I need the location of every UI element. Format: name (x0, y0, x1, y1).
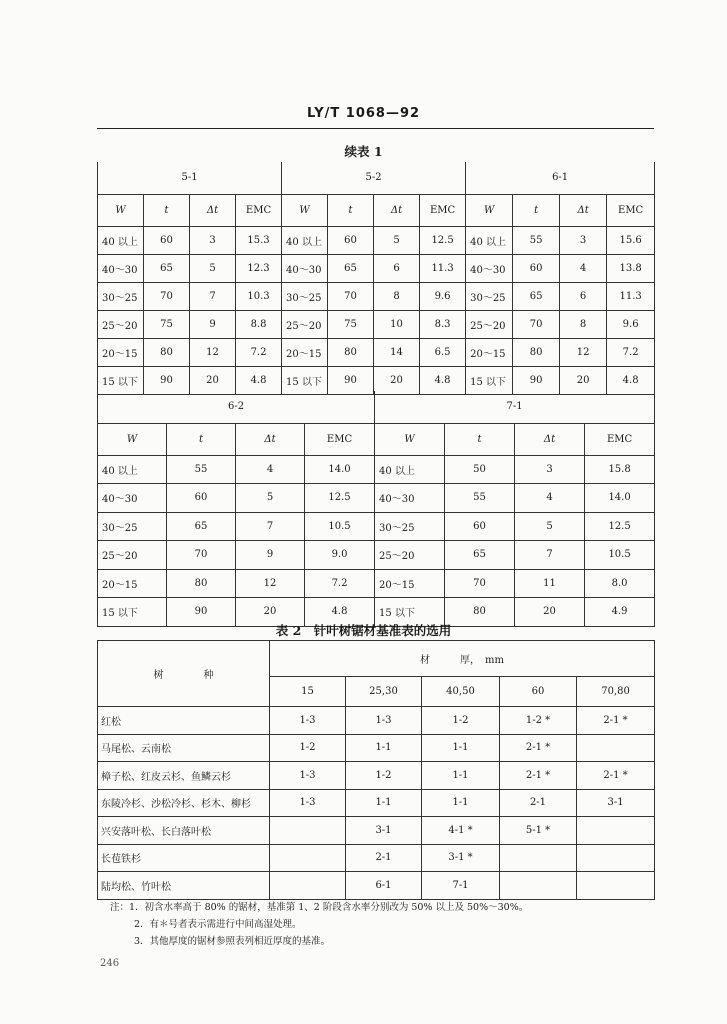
schedule-cell (500, 872, 577, 900)
table-cell: 14 (374, 338, 420, 366)
species-cell: 红松 (98, 707, 270, 735)
table-cell: 14.0 (585, 484, 655, 513)
table-row (98, 338, 655, 366)
column-header: Δt (190, 194, 236, 226)
moisture-range-cell: 40～30 (282, 254, 328, 282)
moisture-range-cell: 40～30 (98, 484, 167, 513)
schedule-cell: 2-1 * (577, 707, 655, 735)
species-header: 树 种 (98, 641, 270, 707)
table-cell: 6 (560, 282, 607, 310)
schedule-cell: 1-2 (422, 707, 500, 735)
moisture-range-cell: 15 以下 (375, 598, 445, 627)
schedule-cell: 5-1 * (500, 817, 577, 845)
table-cell: 12.3 (236, 254, 282, 282)
table-cell: 15.6 (607, 226, 655, 254)
table-cell: 70 (144, 282, 190, 310)
schedule-cell (577, 844, 655, 872)
schedule-cell (270, 872, 346, 900)
table1-lower (97, 391, 655, 627)
column-header: W (466, 194, 513, 226)
table-cell: 8 (374, 282, 420, 310)
table-cell: 10 (374, 310, 420, 338)
table-cell: 4.8 (236, 366, 282, 394)
column-header: t (167, 423, 236, 455)
table-row (98, 226, 655, 254)
moisture-range-cell: 30～25 (466, 282, 513, 310)
note-1: 注：1．初含水率高于 80% 的锯材，基准第 1、2 阶段含水率分别改为 50% 以上及 50%～30%。 (110, 902, 529, 913)
schedule-cell: 6-1 (346, 872, 422, 900)
table-cell: 80 (144, 338, 190, 366)
table-cell: 6.5 (420, 338, 466, 366)
table-cell: 10.5 (305, 512, 375, 541)
species-cell: 兴安落叶松、长白落叶松 (98, 817, 270, 845)
table-cell: 70 (167, 541, 236, 570)
table-cell: 9.0 (305, 541, 375, 570)
table-row (98, 569, 655, 598)
schedule-cell: 3-1 (346, 817, 422, 845)
schedule-cell: 1-3 (346, 707, 422, 735)
column-header: W (98, 423, 167, 455)
table-cell: 55 (445, 484, 515, 513)
moisture-range-cell: 40 以上 (98, 455, 167, 484)
moisture-range-cell: 15 以下 (98, 598, 167, 627)
table-cell: 80 (445, 598, 515, 627)
moisture-range-cell: 15 以下 (466, 366, 513, 394)
table-cell: 65 (445, 541, 515, 570)
table-cell: 5 (190, 254, 236, 282)
column-header: W (375, 423, 445, 455)
moisture-range-cell: 25～20 (375, 541, 445, 570)
moisture-range-cell: 25～20 (98, 310, 144, 338)
table-cell: 8.3 (420, 310, 466, 338)
table-cell: 7 (190, 282, 236, 310)
table-cell: 9.6 (607, 310, 655, 338)
table-row (98, 282, 655, 310)
moisture-range-cell: 25～20 (98, 541, 167, 570)
table-cell: 14.0 (305, 455, 375, 484)
table-cell: 4 (236, 455, 305, 484)
table-cell: 90 (167, 598, 236, 627)
table-cell: 90 (513, 366, 560, 394)
schedule-cell: 2-1 (500, 789, 577, 817)
table-cell: 5 (236, 484, 305, 513)
table-cell: 6 (374, 254, 420, 282)
moisture-range-cell: 40 以上 (466, 226, 513, 254)
table-cell: 12.5 (420, 226, 466, 254)
table-cell: 20 (374, 366, 420, 394)
moisture-range-cell: 40 以上 (282, 226, 328, 254)
table-row (98, 734, 655, 762)
thickness-column-header: 40,50 (422, 677, 500, 707)
column-header: Δt (560, 194, 607, 226)
table1-continued-title: 续表 1 (344, 144, 383, 159)
column-header: EMC (236, 194, 282, 226)
table-row (98, 254, 655, 282)
column-header: Δt (515, 423, 585, 455)
moisture-range-cell: 15 以下 (98, 366, 144, 394)
table-cell: 12 (236, 569, 305, 598)
schedule-cell (577, 734, 655, 762)
table-row (98, 762, 655, 790)
moisture-range-cell: 20～15 (98, 569, 167, 598)
table-cell: 13.8 (607, 254, 655, 282)
table-cell: 60 (144, 226, 190, 254)
group-header: 7-1 (375, 391, 655, 423)
schedule-cell (270, 817, 346, 845)
species-cell: 樟子松、红皮云杉、鱼鳞云杉 (98, 762, 270, 790)
table-cell: 15.3 (236, 226, 282, 254)
moisture-range-cell: 25～20 (282, 310, 328, 338)
schedule-cell: 1-3 (270, 707, 346, 735)
moisture-range-cell: 20～15 (375, 569, 445, 598)
table-row (98, 789, 655, 817)
table-row (98, 484, 655, 513)
table-row (98, 844, 655, 872)
schedule-cell: 2-1 * (577, 762, 655, 790)
table-cell: 55 (513, 226, 560, 254)
schedule-cell: 1-3 (270, 789, 346, 817)
table-cell: 11.3 (420, 254, 466, 282)
table-cell: 60 (445, 512, 515, 541)
group-header: 6-2 (98, 391, 375, 423)
note-3: 3．其他厚度的锯材参照表列相近厚度的基准。 (134, 936, 331, 947)
column-header: EMC (585, 423, 655, 455)
column-header: EMC (607, 194, 655, 226)
table2 (97, 640, 655, 900)
table-cell: 75 (144, 310, 190, 338)
schedule-cell: 1-1 (422, 789, 500, 817)
table-cell: 4.8 (420, 366, 466, 394)
schedule-cell (500, 844, 577, 872)
moisture-range-cell: 20～15 (98, 338, 144, 366)
table-cell: 12 (560, 338, 607, 366)
moisture-range-cell: 20～15 (466, 338, 513, 366)
header-rule (97, 128, 654, 129)
species-cell: 陆均松、竹叶松 (98, 872, 270, 900)
group-header: 6-1 (466, 162, 655, 194)
schedule-cell: 1-2 * (500, 707, 577, 735)
table-cell: 70 (328, 282, 374, 310)
schedule-cell: 1-1 (346, 734, 422, 762)
table-cell: 7.2 (305, 569, 375, 598)
table-cell: 65 (167, 512, 236, 541)
table-row (98, 872, 655, 900)
moisture-range-cell: 20～15 (282, 338, 328, 366)
table-cell: 7 (236, 512, 305, 541)
table-cell: 7.2 (236, 338, 282, 366)
table-cell: 9 (236, 541, 305, 570)
table-cell: 12 (190, 338, 236, 366)
column-header: EMC (305, 423, 375, 455)
table-cell: 20 (515, 598, 585, 627)
table-row (98, 707, 655, 735)
table-cell: 8.0 (585, 569, 655, 598)
table-cell: 5 (515, 512, 585, 541)
table-cell: 4 (515, 484, 585, 513)
thickness-column-header: 70,80 (577, 677, 655, 707)
table-cell: 9.6 (420, 282, 466, 310)
column-header: t (513, 194, 560, 226)
moisture-range-cell: 15 以下 (282, 366, 328, 394)
table-cell: 11 (515, 569, 585, 598)
table-cell: 20 (190, 366, 236, 394)
table-cell: 65 (328, 254, 374, 282)
column-header: EMC (420, 194, 466, 226)
schedule-cell: 1-2 (270, 734, 346, 762)
schedule-cell (577, 817, 655, 845)
table-cell: 20 (560, 366, 607, 394)
table-cell: 10.5 (585, 541, 655, 570)
table-cell: 5 (374, 226, 420, 254)
schedule-cell: 3-1 * (422, 844, 500, 872)
thickness-column-header: 15 (270, 677, 346, 707)
schedule-cell: 1-2 (346, 762, 422, 790)
table-cell: 60 (167, 484, 236, 513)
moisture-range-cell: 30～25 (98, 282, 144, 310)
moisture-range-cell: 40～30 (98, 254, 144, 282)
moisture-range-cell: 30～25 (375, 512, 445, 541)
thickness-header: 材 厚， mm (270, 641, 655, 677)
group-header: 5-2 (282, 162, 466, 194)
schedule-cell: 2-1 * (500, 762, 577, 790)
table-cell: 8 (560, 310, 607, 338)
table-cell: 20 (236, 598, 305, 627)
table-cell: 55 (167, 455, 236, 484)
schedule-cell: 1-3 (270, 762, 346, 790)
column-header: t (445, 423, 515, 455)
moisture-range-cell: 40 以上 (375, 455, 445, 484)
document-code: LY/T 1068—92 (306, 106, 421, 121)
table-cell: 65 (513, 282, 560, 310)
table-cell: 4.8 (305, 598, 375, 627)
table-cell: 4.9 (585, 598, 655, 627)
notes (110, 899, 670, 950)
table-cell: 12.5 (585, 512, 655, 541)
table-row (98, 817, 655, 845)
table-cell: 11.3 (607, 282, 655, 310)
table-row (98, 512, 655, 541)
table-row (98, 541, 655, 570)
column-header: W (282, 194, 328, 226)
table-cell: 80 (513, 338, 560, 366)
column-header: Δt (236, 423, 305, 455)
thickness-column-header: 60 (500, 677, 577, 707)
table-cell: 4.8 (607, 366, 655, 394)
thickness-column-header: 25,30 (346, 677, 422, 707)
note-2: 2．有＊号者表示需进行中间高湿处理。 (134, 919, 302, 930)
schedule-cell: 1-1 (346, 789, 422, 817)
table-cell: 15.8 (585, 455, 655, 484)
table-cell: 7.2 (607, 338, 655, 366)
schedule-cell (577, 872, 655, 900)
table-cell: 3 (560, 226, 607, 254)
table-cell: 70 (513, 310, 560, 338)
table-cell: 60 (328, 226, 374, 254)
schedule-cell: 1-1 (422, 762, 500, 790)
column-header: W (98, 194, 144, 226)
moisture-range-cell: 30～25 (282, 282, 328, 310)
species-cell: 马尾松、云南松 (98, 734, 270, 762)
table-cell: 12.5 (305, 484, 375, 513)
schedule-cell: 4-1 * (422, 817, 500, 845)
table-cell: 3 (190, 226, 236, 254)
schedule-cell: 2-1 (346, 844, 422, 872)
table-cell: 3 (515, 455, 585, 484)
schedule-cell: 7-1 (422, 872, 500, 900)
group-header: 5-1 (98, 162, 282, 194)
species-cell: 长苞铁杉 (98, 844, 270, 872)
table-cell: 60 (513, 254, 560, 282)
table-cell: 75 (328, 310, 374, 338)
column-header: t (328, 194, 374, 226)
table-cell: 90 (328, 366, 374, 394)
page-number: 246 (100, 958, 120, 969)
table-cell: 4 (560, 254, 607, 282)
table1-upper (97, 162, 655, 395)
table-cell: 7 (515, 541, 585, 570)
column-header: Δt (374, 194, 420, 226)
moisture-range-cell: 40 以上 (98, 226, 144, 254)
moisture-range-cell: 40～30 (466, 254, 513, 282)
schedule-cell (270, 844, 346, 872)
column-header: t (144, 194, 190, 226)
species-cell: 东陵冷杉、沙松冷杉、杉木、柳杉 (98, 789, 270, 817)
table-cell: 90 (144, 366, 190, 394)
table-cell: 9 (190, 310, 236, 338)
schedule-cell: 2-1 * (500, 734, 577, 762)
table-row (98, 455, 655, 484)
table-cell: 65 (144, 254, 190, 282)
schedule-cell: 1-1 (422, 734, 500, 762)
moisture-range-cell: 30～25 (98, 512, 167, 541)
table-cell: 70 (445, 569, 515, 598)
table-cell: 80 (167, 569, 236, 598)
table-cell: 80 (328, 338, 374, 366)
moisture-range-cell: 25～20 (466, 310, 513, 338)
table2-title: 表 2 针叶树锯材基准表的选用 (275, 623, 452, 638)
table-cell: 10.3 (236, 282, 282, 310)
table-row (98, 310, 655, 338)
moisture-range-cell: 40～30 (375, 484, 445, 513)
table-row (98, 366, 655, 394)
table-cell: 8.8 (236, 310, 282, 338)
schedule-cell: 3-1 (577, 789, 655, 817)
table-cell: 50 (445, 455, 515, 484)
